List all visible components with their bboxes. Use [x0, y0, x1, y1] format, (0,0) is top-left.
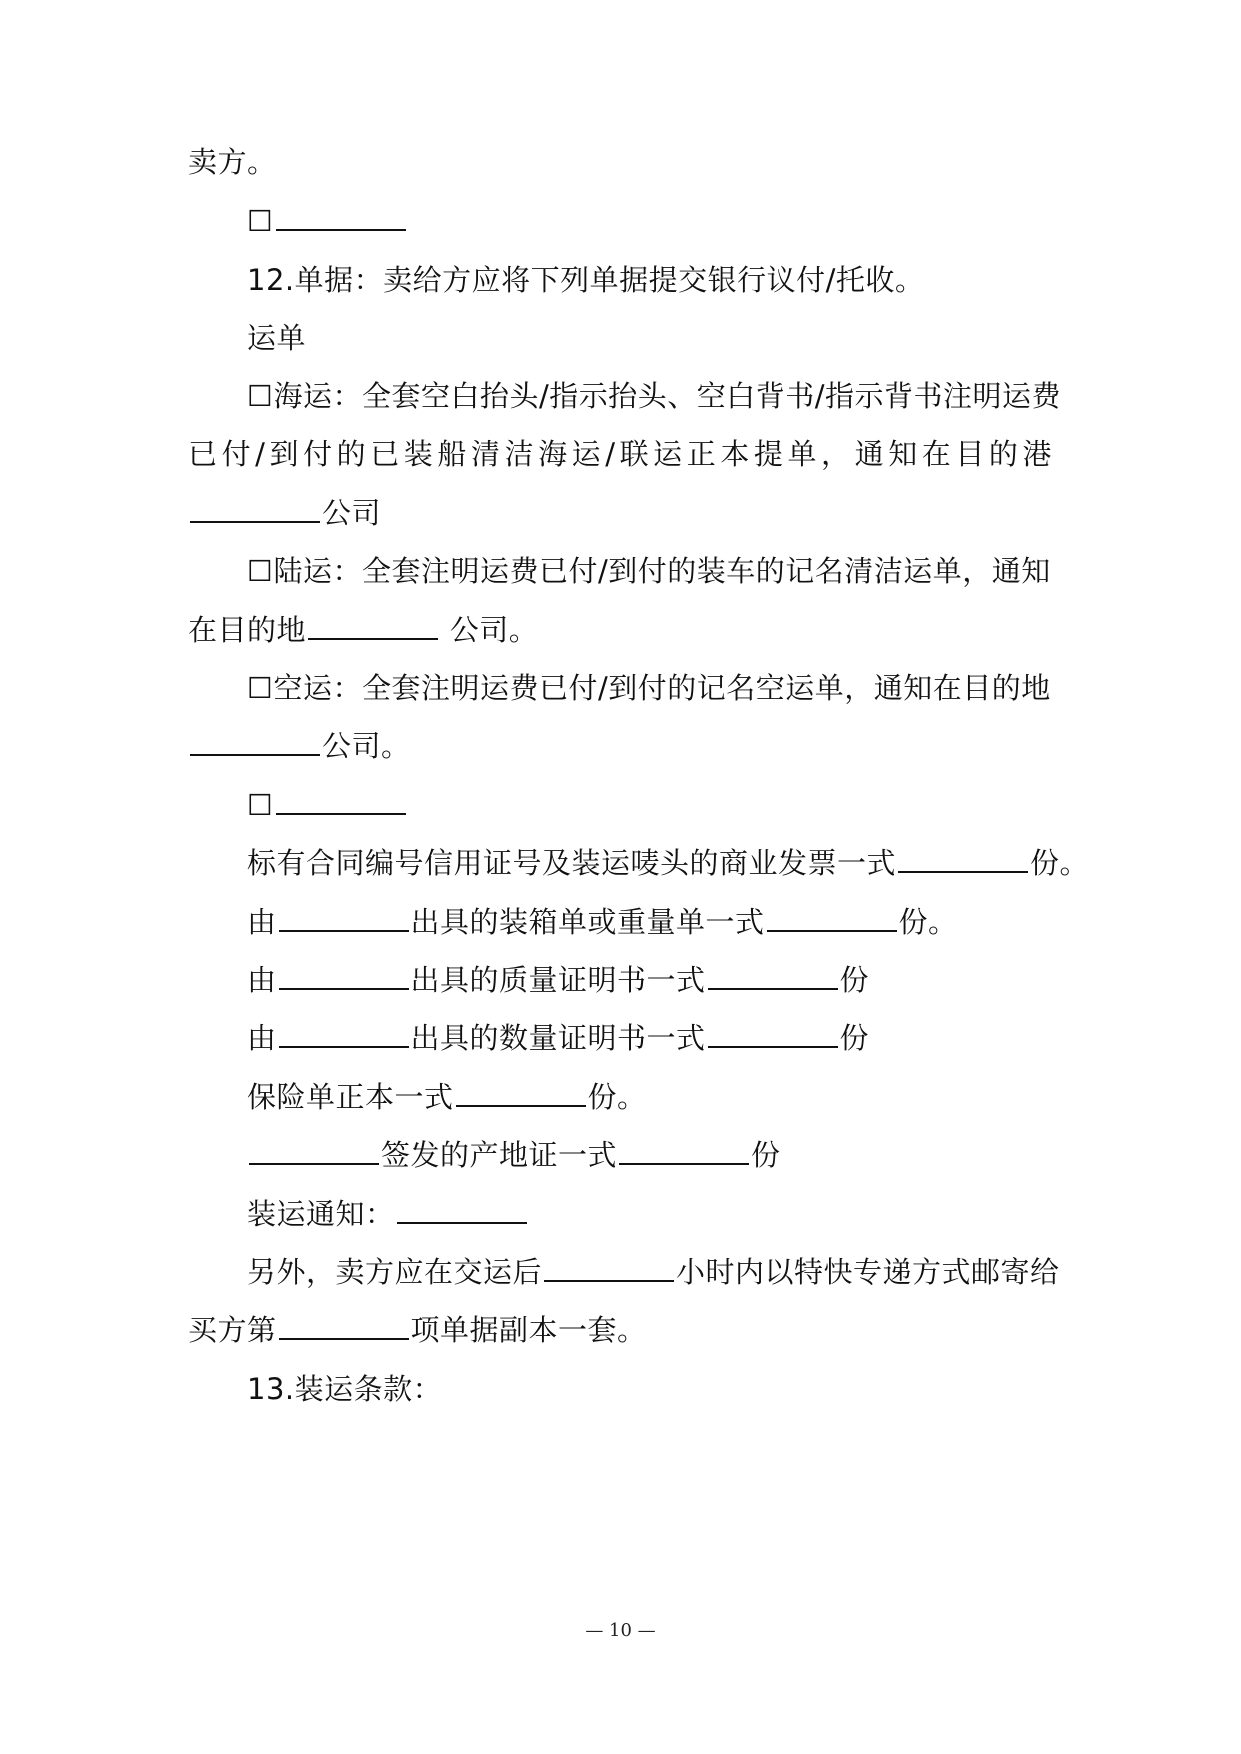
page-number: — 10 —: [585, 1620, 656, 1641]
option-blank-1: [247, 201, 408, 241]
invoice-prefix: 标有合同编号信用证号及装运唛头的商业发票一式: [247, 846, 897, 880]
section-12-title: 12.单据：卖给方应将下列单据提交银行议付/托收。: [247, 263, 925, 297]
blank-field[interactable]: [898, 867, 1028, 873]
sea-line-2: 已付/到付的已装船清洁海运/联运正本提单，通知在目的港: [188, 437, 1052, 471]
blank-field[interactable]: [708, 984, 838, 990]
blank-field[interactable]: [767, 926, 897, 932]
blank-field[interactable]: [190, 750, 320, 756]
air-suffix: 公司。: [322, 729, 411, 763]
air-line-2: [188, 726, 411, 766]
checkbox[interactable]: ☐: [247, 788, 274, 822]
blank-field[interactable]: [619, 1159, 749, 1165]
land-suffix: 公司。: [440, 613, 539, 647]
origin-line: [247, 1135, 781, 1175]
extra-suffix: 小时内以特快专递方式邮寄给: [676, 1255, 1060, 1289]
insurance-line: [247, 1077, 647, 1117]
extra-line-2: [188, 1310, 647, 1350]
quantity-prefix: 由: [247, 1021, 277, 1055]
blank-field[interactable]: [397, 1218, 527, 1224]
sea-line-1: ☐海运：全套空白抬头/指示抬头、空白背书/指示背书注明运费: [247, 379, 1062, 413]
section-13-title: 13.装运条款：: [247, 1372, 443, 1406]
quality-middle: 出具的质量证明书一式: [410, 963, 706, 997]
blank-field[interactable]: [190, 517, 320, 523]
transport-doc-heading: 运单: [247, 321, 307, 355]
shipping-notice-prefix: 装运通知：: [247, 1197, 395, 1231]
quality-suffix: 份: [839, 963, 870, 997]
invoice-suffix: 份。: [1030, 846, 1090, 880]
quality-line: [247, 960, 869, 1000]
sea-line-3: [188, 493, 381, 533]
extra-line2-suffix: 项单据副本一套。: [410, 1313, 647, 1347]
quantity-middle: 出具的数量证明书一式: [410, 1021, 706, 1055]
origin-suffix: 份: [751, 1138, 781, 1172]
blank-field[interactable]: [544, 1276, 674, 1282]
blank-field[interactable]: [276, 809, 406, 815]
insurance-suffix: 份。: [587, 1080, 647, 1114]
blank-field[interactable]: [279, 1042, 409, 1048]
invoice-line: [247, 843, 1089, 883]
blank-field[interactable]: [276, 225, 406, 231]
checkbox[interactable]: ☐: [247, 204, 274, 238]
air-line-1: ☐空运：全套注明运费已付/到付的记名空运单，通知在目的地: [247, 671, 1051, 705]
land-line-1: ☐陆运：全套注明运费已付/到付的装车的记名清洁运单，通知: [247, 554, 1051, 588]
packing-suffix: 份。: [898, 905, 958, 939]
blank-field[interactable]: [308, 634, 438, 640]
blank-field[interactable]: [249, 1159, 379, 1165]
blank-field[interactable]: [456, 1101, 586, 1107]
quantity-line: [247, 1018, 869, 1058]
blank-field[interactable]: [279, 926, 409, 932]
extra-prefix: 另外，卖方应在交运后: [247, 1255, 543, 1289]
continuation-text: 卖方。: [188, 145, 277, 179]
blank-field[interactable]: [279, 984, 409, 990]
packing-middle: 出具的装箱单或重量单一式: [410, 905, 765, 939]
sea-suffix: 公司: [322, 496, 382, 530]
land-line-2: [188, 610, 538, 650]
blank-field[interactable]: [279, 1334, 409, 1340]
packing-line: [247, 902, 958, 942]
shipping-notice-line: [247, 1194, 529, 1234]
quantity-suffix: 份: [839, 1021, 870, 1055]
insurance-prefix: 保险单正本一式: [247, 1080, 454, 1114]
quality-prefix: 由: [247, 963, 277, 997]
land-prefix: 在目的地: [188, 613, 307, 647]
option-blank-2: [247, 785, 408, 825]
packing-prefix: 由: [247, 905, 277, 939]
extra-line-1: [247, 1252, 1060, 1292]
origin-middle: 签发的产地证一式: [381, 1138, 618, 1172]
blank-field[interactable]: [708, 1042, 838, 1048]
extra-line2-prefix: 买方第: [188, 1313, 277, 1347]
